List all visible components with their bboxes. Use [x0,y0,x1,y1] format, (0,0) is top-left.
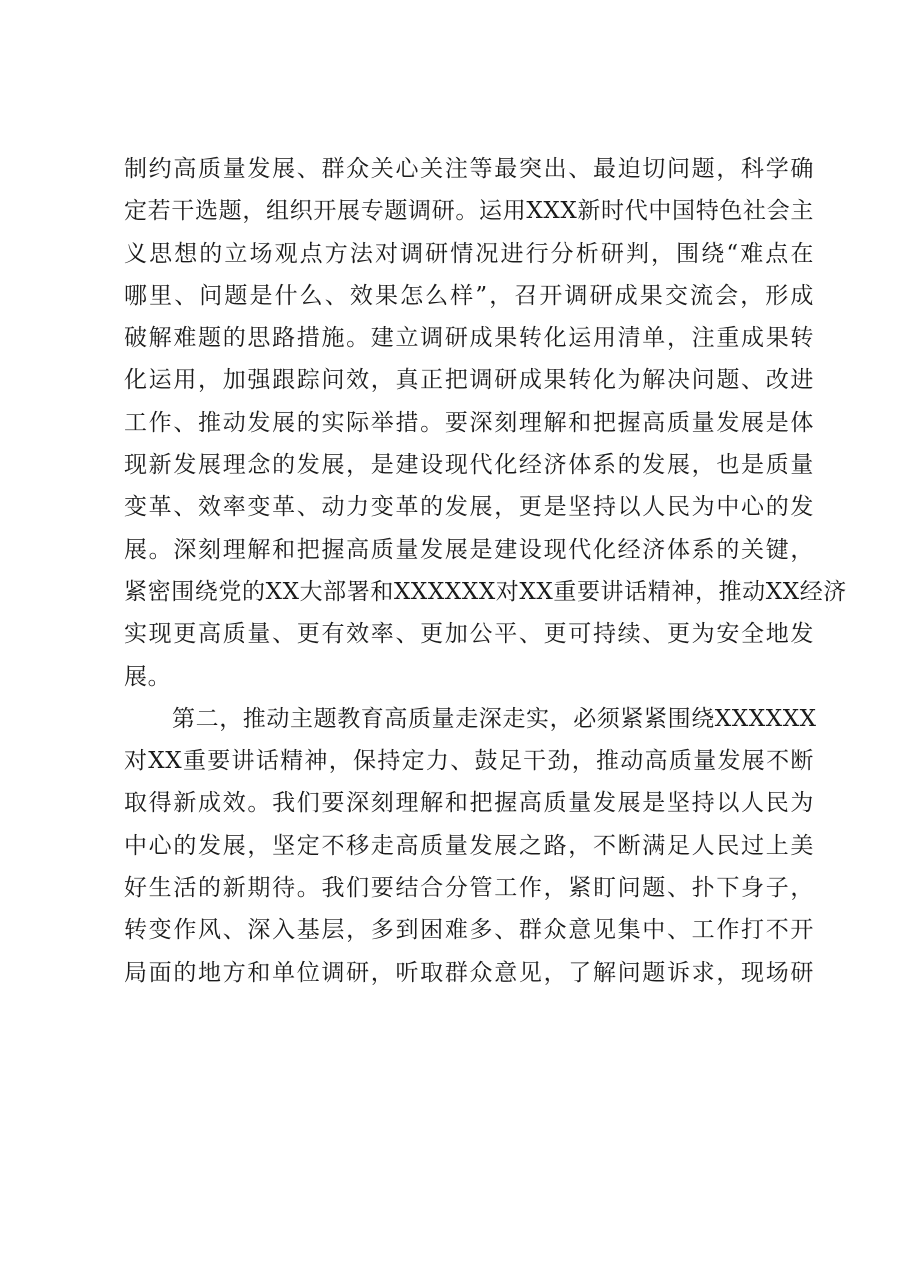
paragraph-1-line-13: 展。 [124,663,172,690]
paragraph-1-line-2: 定若干选题，组织开展专题调研。运用XXX新时代中国特色社会主 [124,198,814,225]
paragraph-1-line-8: 现新发展理念的发展，是建设现代化经济体系的发展，也是质量 [124,452,814,479]
paragraph-2-line-7: 局面的地方和单位调研，听取群众意见，了解问题诉求，现场研 [124,959,814,986]
paragraph-2-line-6: 转变作风、深入基层，多到困难多、群众意见集中、工作打不开 [124,917,814,944]
paragraph-2-line-4: 中心的发展，坚定不移走高质量发展之路，不断满足人民过上美 [124,832,814,859]
paragraph-1-line-9: 变革、效率变革、动力变革的发展，更是坚持以人民为中心的发 [124,494,814,521]
paragraph-1-line-7: 工作、推动发展的实际举措。要深刻理解和把握高质量发展是体 [124,409,814,436]
paragraph-1-line-11: 紧密围绕党的XX大部署和XXXXXX对XX重要讲话精神，推动XX经济 [124,578,847,605]
paragraph-2-line-5: 好生活的新期待。我们要结合分管工作，紧盯问题、扑下身子， [124,875,814,902]
paragraph-1-line-12: 实现更高质量、更有效率、更加公平、更可持续、更为安全地发 [124,621,814,648]
paragraph-1-line-6: 化运用，加强跟踪问效，真正把调研成果转化为解决问题、改进 [124,367,814,394]
paragraph-1-line-3: 义思想的立场观点方法对调研情况进行分析研判，围绕“难点在 [124,240,814,267]
paragraph-1-line-10: 展。深刻理解和把握高质量发展是建设现代化经济体系的关键， [124,536,814,563]
paragraph-1-line-1: 制约高质量发展、群众关心关注等最突出、最迫切问题，科学确 [124,156,814,182]
paragraph-1-line-4: 哪里、问题是什么、效果怎么样”，召开调研成果交流会，形成 [124,282,814,309]
paragraph-2-line-2: 对XX重要讲话精神，保持定力、鼓足干劲，推动高质量发展不断 [124,748,814,775]
paragraph-2-line-3: 取得新成效。我们要深刻理解和把握高质量发展是坚持以人民为 [124,790,814,817]
paragraph-1-line-5: 破解难题的思路措施。建立调研成果转化运用清单，注重成果转 [124,325,814,352]
document-body [124,148,847,994]
paragraph-2-line-1: 第二，推动主题教育高质量走深走实，必须紧紧围绕XXXXXX [172,705,817,732]
